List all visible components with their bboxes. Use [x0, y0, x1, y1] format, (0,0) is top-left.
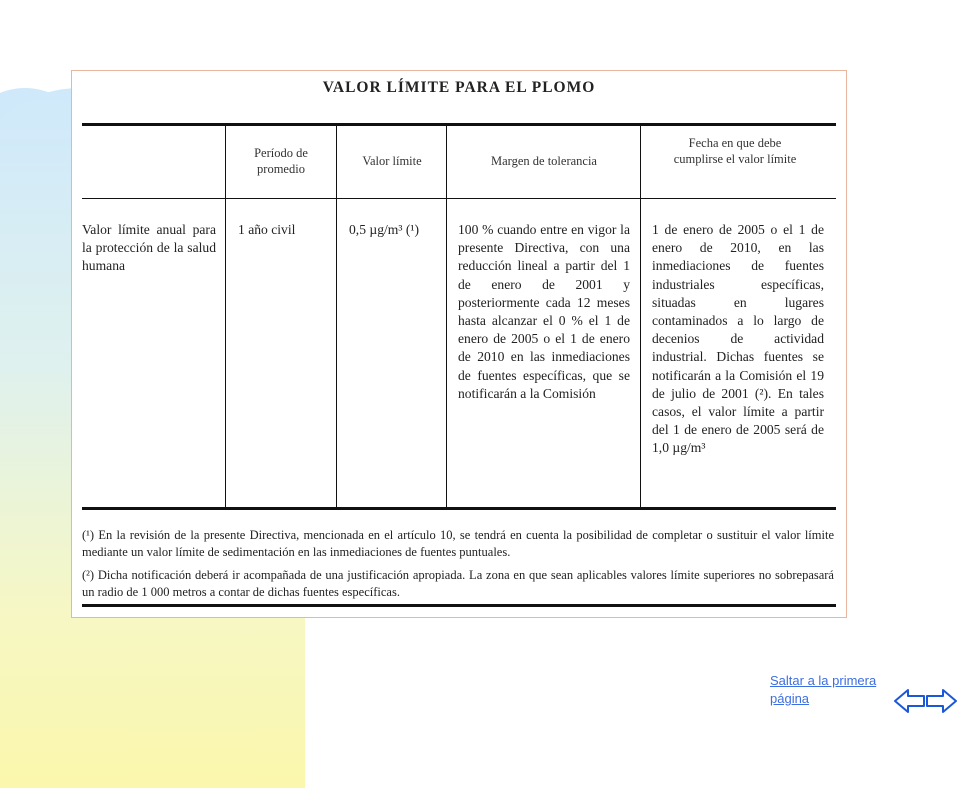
- cell-period: 1 año civil: [238, 222, 296, 237]
- table-top-rule: [82, 123, 836, 126]
- header-limit: Valor límite: [362, 154, 422, 168]
- cell-limit: 0,5 µg/m³ (¹): [349, 222, 419, 237]
- column-divider: [446, 124, 447, 508]
- first-page-link[interactable]: Saltar a la primera página: [770, 673, 877, 706]
- header-compliance-date: Fecha en que debe cumplirse el valor límite: [673, 136, 797, 166]
- arrow-left-icon: [893, 688, 927, 714]
- header-tolerance: Margen de tolerancia: [491, 154, 597, 168]
- header-bottom-rule: [82, 198, 836, 199]
- cell-compliance-date: 1 de enero de 2005 o el 1 de enero de 2010, en las inmediaciones de fuentes industriales específicas, situadas en lugares contaminados a lo largo de decenios de actividad industrial. Dichas fuentes se notificarán a la Comisión el 19 de julio de 2001 (²). En tales casos, el valor límite a partir del 1 de enero de 2005 será de 1,0 µg/m³: [652, 222, 824, 456]
- row-label: Valor límite anual para la protección de la salud humana: [82, 222, 216, 274]
- body-bottom-rule: [82, 507, 836, 510]
- arrow-right-icon: [924, 688, 958, 714]
- previous-slide-button[interactable]: [893, 688, 927, 714]
- column-divider: [640, 124, 641, 508]
- column-divider: [336, 124, 337, 508]
- header-period: Período de promedio: [254, 146, 308, 176]
- lead-limit-table-image: [71, 70, 847, 618]
- table-bottom-rule: [82, 604, 836, 607]
- cell-tolerance: 100 % cuando entre en vigor la presente Directiva, con una reducción lineal a partir del 1 de enero de 2001 y posteriormente cada 12 meses hasta alcanzar el 0 % el 1 de enero de 2005 o el 1 de enero de 2010 en las inmediaciones de fuentes específicas, que se notificarán a la Comisión: [458, 222, 630, 401]
- column-divider: [225, 124, 226, 508]
- footnote-2: (²) Dicha notificación deberá ir acompañada de una justificación apropiada. La zona en que sean aplicables valores límite superiores no sobrepasará un radio de 1 000 metros a contar de dichas fuentes específicas.: [82, 568, 834, 599]
- table-title: VALOR LÍMITE PARA EL PLOMO: [322, 79, 596, 96]
- next-slide-button[interactable]: [924, 688, 958, 714]
- footnote-1: (¹) En la revisión de la presente Directiva, mencionada en el artículo 10, se tendrá en cuenta la posibilidad de completar o sustituir el valor límite mediante un valor límite de sedimentación en las inmediaciones de fuentes puntuales.: [82, 528, 834, 559]
